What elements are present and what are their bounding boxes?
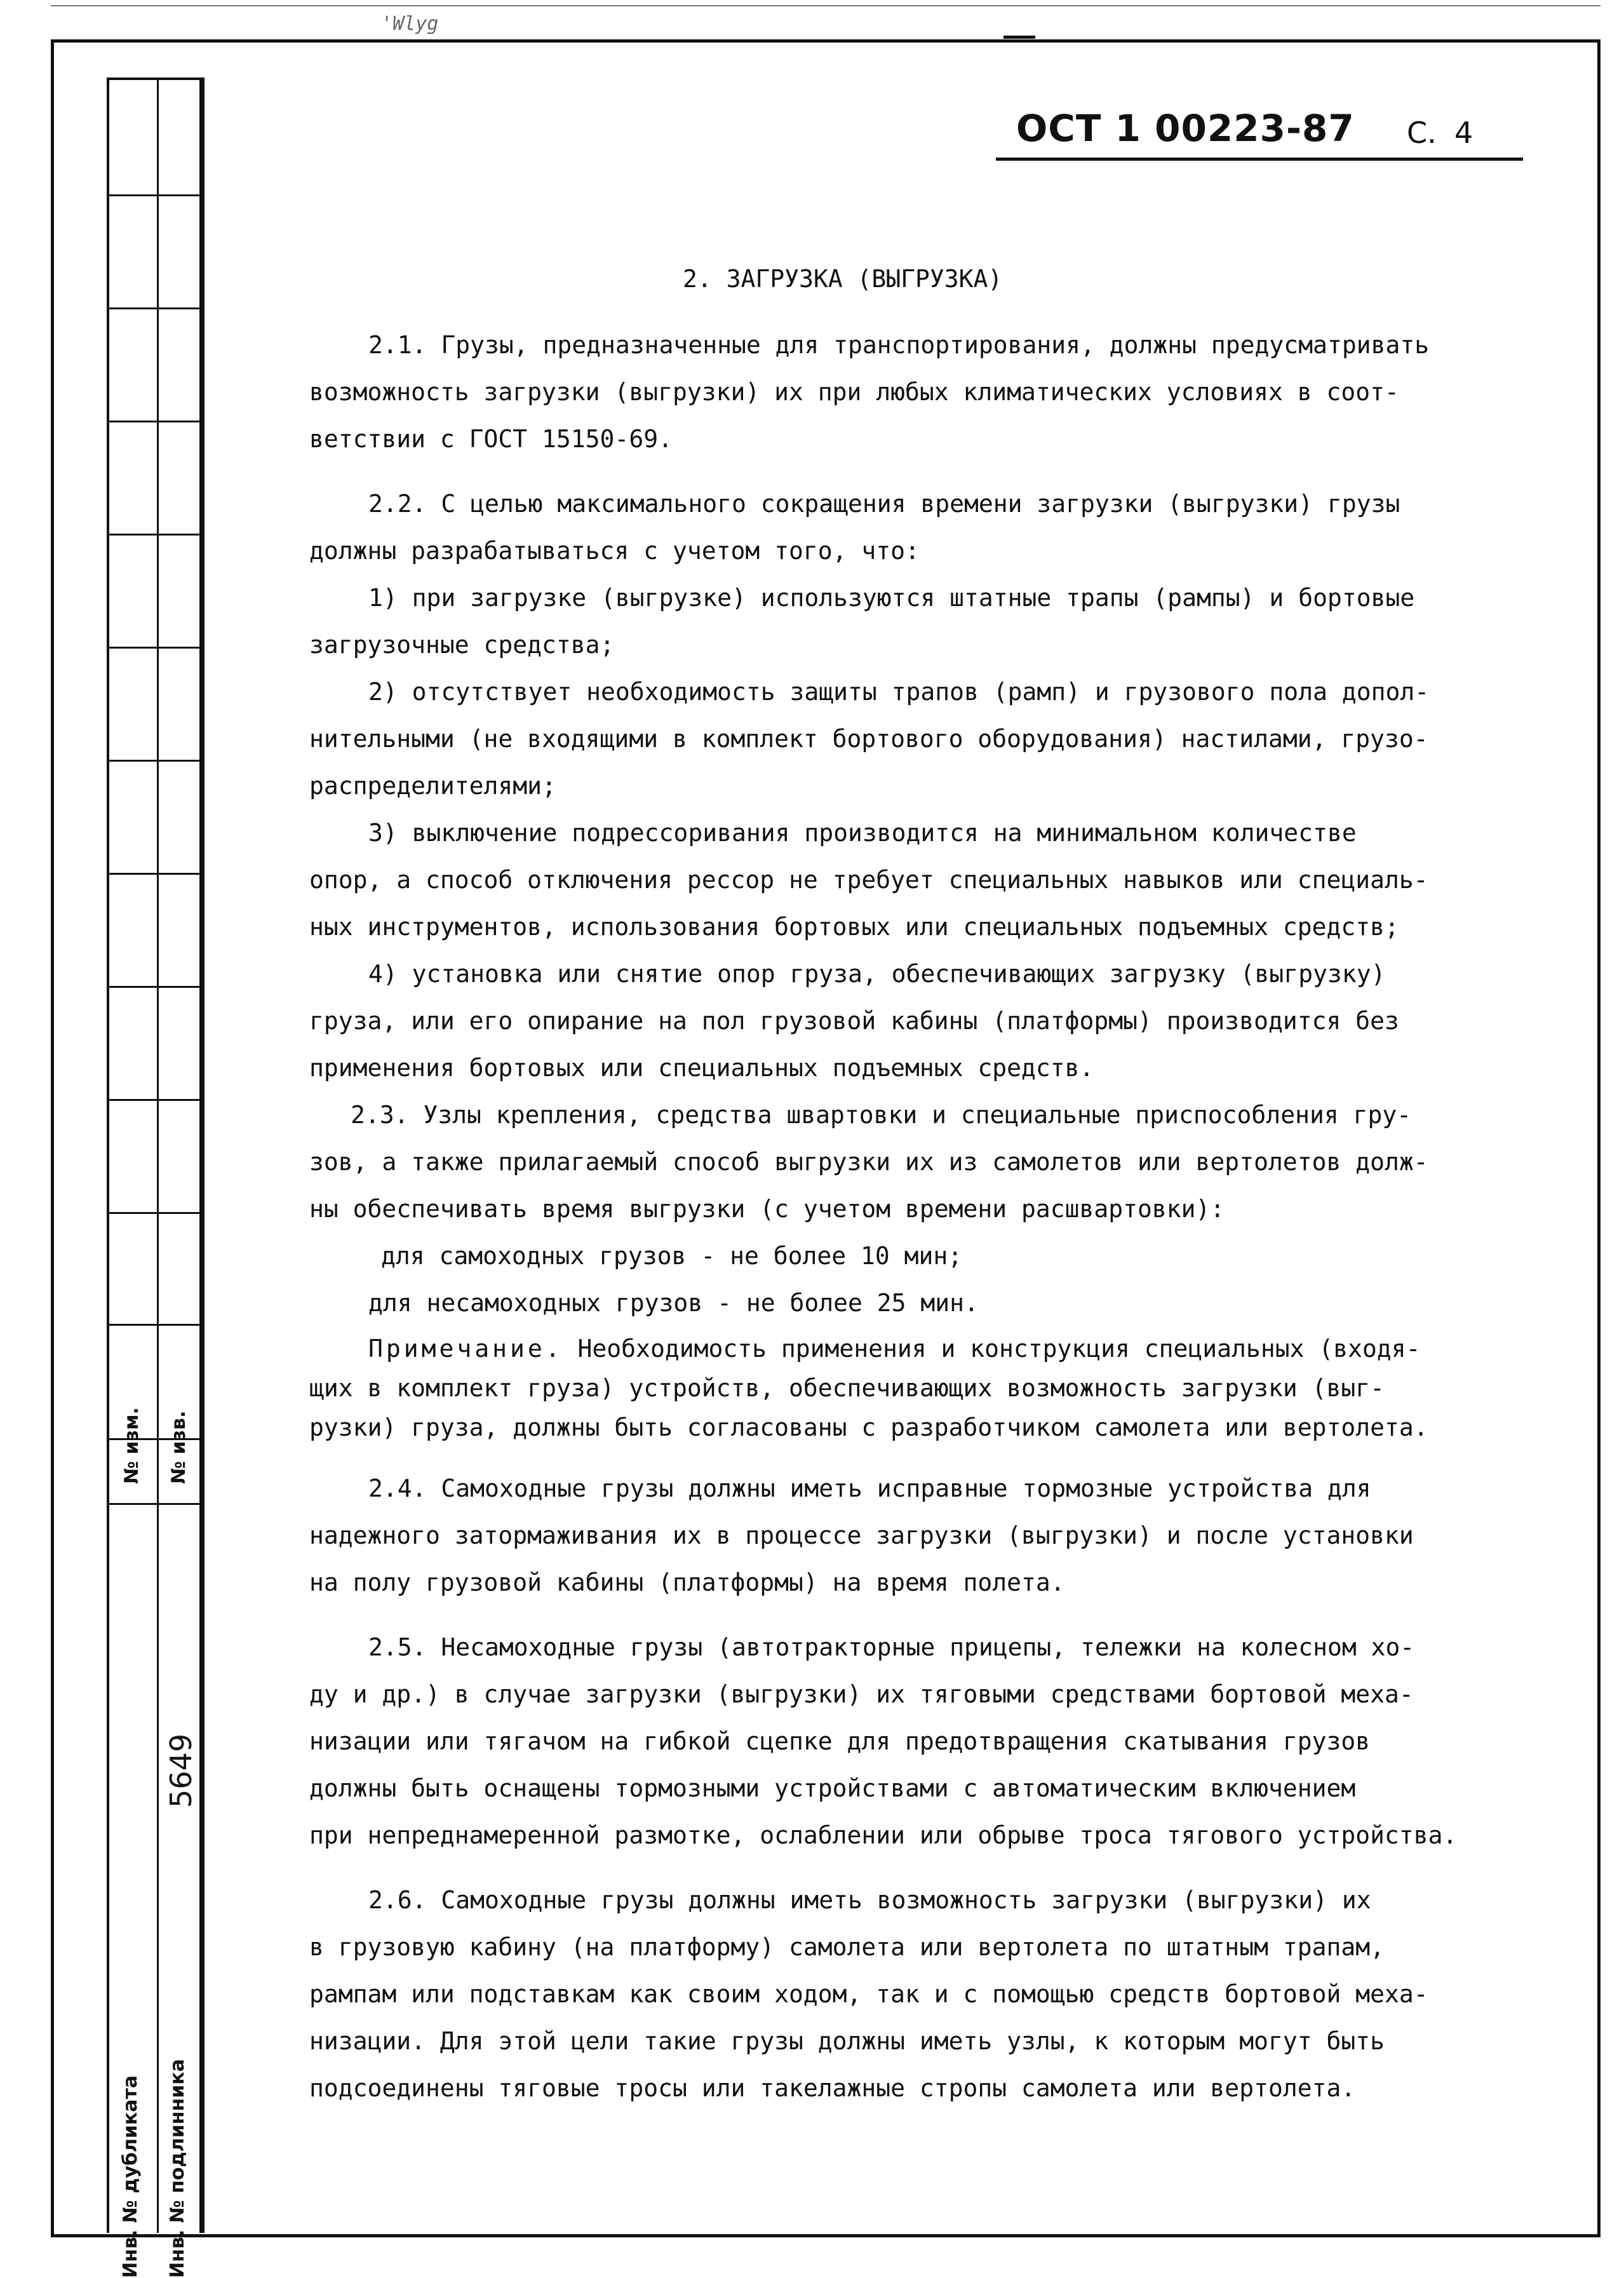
document-code: ОСТ 1 00223-87: [1016, 107, 1355, 150]
stamp-duplicate-inv-label: Инв. № дубликата: [119, 2075, 142, 2278]
list-item-line: 2) отсутствует необходимость защиты трапов (рамп) и грузового пола допол-: [368, 678, 1430, 706]
paragraph-line: возможность загрузки (выгрузки) их при любых климатических условиях в соот-: [309, 378, 1399, 406]
stamp-original-inv-label: Инв. № подлинника: [166, 2059, 189, 2278]
paragraph-line: должны быть оснащены тормозными устройствами с автоматическим включением: [309, 1774, 1356, 1802]
paragraph-line: низации. Для этой цели такие грузы должны иметь узлы, к которым могут быть: [309, 2027, 1385, 2055]
paragraph-line: 2.4. Самоходные грузы должны иметь исправные тормозные устройства для: [368, 1474, 1371, 1502]
paragraph-line: зов, а также прилагаемый способ выгрузки их из самолетов или вертолетов долж-: [309, 1148, 1428, 1176]
list-item-line: загрузочные средства;: [309, 631, 615, 659]
paragraph-line: надежного затормаживания их в процессе загрузки (выгрузки) и после установки: [309, 1521, 1414, 1549]
stamp-row-line: [109, 307, 199, 309]
stamp-row-line: [109, 194, 199, 196]
stamp-notice-no-label: № изв.: [168, 1410, 190, 1484]
paragraph-line: 2.3. Узлы крепления, средства швартовки и специальные приспособления гру-: [351, 1101, 1412, 1129]
stamp-column: [107, 78, 202, 2278]
list-item-line: распределителями;: [309, 772, 556, 800]
list-item-line: 4) установка или снятие опор груза, обеспечивающих загрузку (выгрузку): [368, 960, 1386, 988]
stamp-original-inv-value: 5649: [164, 1733, 198, 1808]
paragraph-line: низации или тягачом на гибкой сцепке для предотвращения скатывания грузов: [309, 1727, 1371, 1755]
stamp-row-line: [109, 1324, 199, 1326]
page-label: С.: [1407, 116, 1437, 150]
stamp-row-line: [109, 1503, 199, 1505]
paragraph-line: ны обеспечивать время выгрузки (с учетом времени расшвартовки):: [309, 1195, 1225, 1223]
paragraph-line: 2.5. Несамоходные грузы (автотракторные прицепы, тележки на колесном хо-: [368, 1633, 1415, 1661]
note-line: рузки) груза, должны быть согласованы с разработчиком самолета или вертолета.: [309, 1413, 1428, 1441]
stamp-change-no-label: № изм.: [121, 1407, 143, 1484]
paragraph-line: ветствии с ГОСТ 15150-69.: [309, 425, 673, 453]
stamp-divider: [157, 80, 159, 2233]
note-line: щих в комплект груза) устройств, обеспечивающих возможность загрузки (выг-: [309, 1374, 1385, 1402]
time-limit-non-self-propelled: для несамоходных грузов - не более 25 мин.: [368, 1289, 979, 1317]
paragraph-line: на полу грузовой кабины (платформы) на время полета.: [309, 1568, 1065, 1596]
paragraph-line: рампам или подставкам как своим ходом, так и с помощью средств бортовой меха-: [309, 1980, 1428, 2008]
paragraph-line: 2.1. Грузы, предназначенные для транспортирования, должны предусматривать: [368, 331, 1430, 359]
list-item-line: 3) выключение подрессоривания производится на минимальном количестве: [368, 819, 1357, 847]
note-label: Примечание.: [368, 1335, 563, 1363]
top-edge-rule: [51, 5, 1601, 6]
stamp-row-line: [109, 873, 199, 875]
stamp-row-line: [109, 1212, 199, 1214]
paragraph-line: 2.2. С целью максимального сокращения времени загрузки (выгрузки) грузы: [368, 490, 1400, 518]
list-item-line: нительными (не входящими в комплект бортового оборудования) настилами, грузо-: [309, 725, 1428, 753]
stamp-row-line: [109, 986, 199, 988]
note-text: Необходимость применения и конструкция специальных (входя-: [563, 1335, 1421, 1363]
paragraph-line: должны разрабатываться с учетом того, что:: [309, 537, 920, 565]
stamp-row-line: [109, 421, 199, 422]
stamp-row-line: [109, 647, 199, 649]
paragraph-line: при непреднамеренной размотке, ослаблении или обрыве троса тягового устройства.: [309, 1821, 1458, 1849]
stamp-row-line: [109, 534, 199, 536]
list-item-line: груза, или его опирание на пол грузовой кабины (платформы) производится без: [309, 1007, 1399, 1035]
paragraph-line: в грузовую кабину (на платформу) самолета или вертолета по штатным трапам,: [309, 1933, 1385, 1961]
note-line: [368, 1337, 1420, 1361]
stamp-row-line: [109, 1099, 199, 1101]
paragraph-line: 2.6. Самоходные грузы должны иметь возможность загрузки (выгрузки) их: [368, 1886, 1371, 1914]
list-item-line: применения бортовых или специальных подъемных средств.: [309, 1054, 1094, 1082]
stamp-row-line: [109, 760, 199, 762]
header-underline: [996, 158, 1523, 161]
time-limit-self-propelled: для самоходных грузов - не более 10 мин;: [381, 1242, 963, 1270]
list-item-line: опор, а способ отключения рессор не требует специальных навыков или специаль-: [309, 866, 1428, 894]
page-number: 4: [1454, 116, 1473, 150]
paragraph-line: ду и др.) в случае загрузки (выгрузки) их тяговыми средствами бортовой меха-: [309, 1680, 1414, 1708]
top-handwritten-mark: 'Wlyg: [381, 13, 439, 35]
top-dash: [1003, 36, 1035, 39]
list-item-line: 1) при загрузке (выгрузке) используются штатные трапы (рампы) и бортовые: [368, 584, 1415, 612]
section-title: 2. ЗАГРУЗКА (ВЫГРУЗКА): [683, 265, 1003, 293]
list-item-line: ных инструментов, использования бортовых или специальных подъемных средств;: [309, 913, 1399, 941]
paragraph-line: подсоединены тяговые тросы или такелажные стропы самолета или вертолета.: [309, 2074, 1356, 2102]
